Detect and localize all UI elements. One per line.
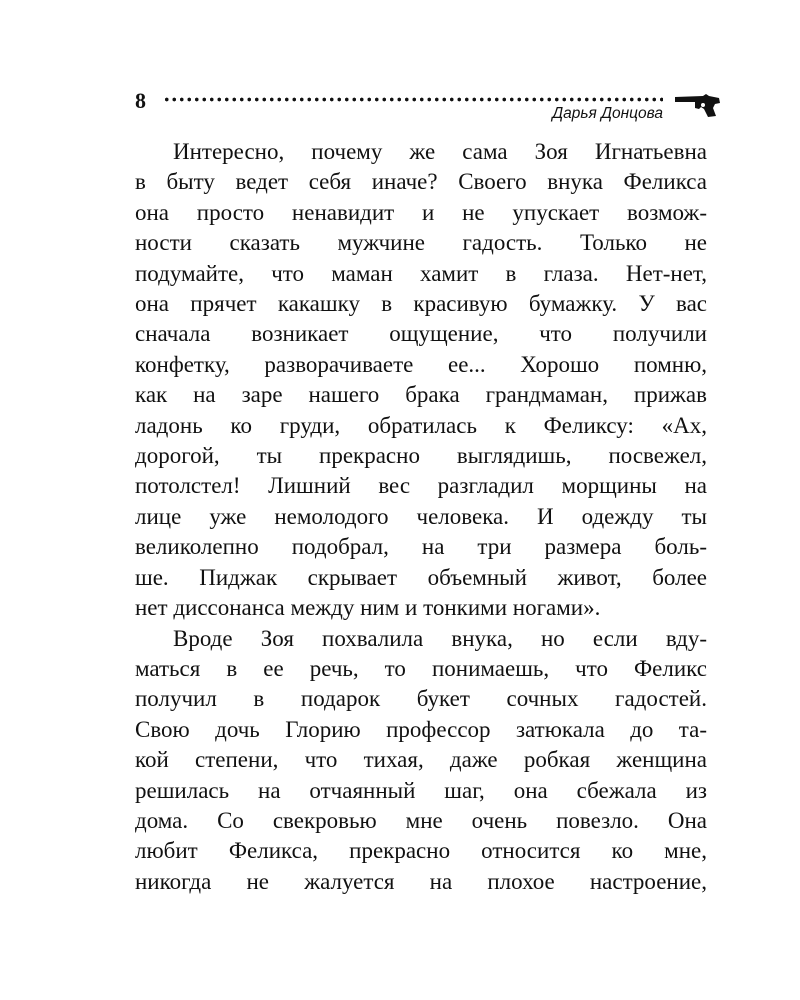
text-line: Вроде Зоя похвалила внука, но если вду- xyxy=(173,625,707,651)
text-line: конфетку, разворачиваете ее... Хорошо помню, xyxy=(135,351,707,377)
running-header-author: Дарья Донцова xyxy=(552,105,663,122)
paragraph xyxy=(135,137,707,624)
dotted-leader xyxy=(163,97,663,102)
text-line: кой степени, что тихая, даже робкая женщина xyxy=(135,747,707,773)
text-line: ше. Пиджак скрывает объемный живот, более xyxy=(135,564,707,590)
text-line: дорогой, ты прекрасно выглядишь, посвежел, xyxy=(135,443,707,469)
body-text xyxy=(135,137,707,897)
text-line: подумайте, что маман хамит в глаза. Нет-нет, xyxy=(135,260,707,286)
text-line: ности сказать мужчине гадость. Только не xyxy=(135,230,707,256)
text-line: сначала возникает ощущение, что получили xyxy=(135,321,707,347)
text-line: любит Феликса, прекрасно относится ко мне, xyxy=(135,838,707,864)
text-line: ладонь ко груди, обратилась к Феликсу: «Ах, xyxy=(135,412,707,438)
text-line: она просто ненавидит и не упускает возмож- xyxy=(135,199,707,225)
text-line: маться в ее речь, то понимаешь, что Феликс xyxy=(135,655,707,681)
text-line: в быту ведет себя иначе? Своего внука Феликса xyxy=(135,169,707,195)
page-number: 8 xyxy=(135,88,146,113)
text-line: Интересно, почему же сама Зоя Игнатьевна xyxy=(173,139,707,164)
text-line: лице уже немолодого человека. И одежду ты xyxy=(135,503,707,529)
text-line: великолепно подобрал, на три размера боль- xyxy=(135,534,707,560)
text-line: Свою дочь Глорию профессор затюкала до та- xyxy=(135,716,707,742)
text-line: нет диссонанса между ним и тонкими ногами». xyxy=(135,595,601,621)
paragraph xyxy=(135,624,707,898)
text-line: решилась на отчаянный шаг, она сбежала из xyxy=(135,777,707,803)
text-line: дома. Со свекровью мне очень повезло. Она xyxy=(135,807,707,833)
text-line: она прячет какашку в красивую бумажку. У вас xyxy=(135,291,707,317)
text-line: потолстел! Лишний вес разгладил морщины на xyxy=(135,473,707,499)
text-line: получил в подарок букет сочных гадостей. xyxy=(135,686,707,712)
revolver-icon xyxy=(673,92,723,118)
text-line: никогда не жалуется на плохое настроение, xyxy=(135,868,707,894)
text-line: как на заре нашего брака грандмаман, прижав xyxy=(135,382,707,408)
